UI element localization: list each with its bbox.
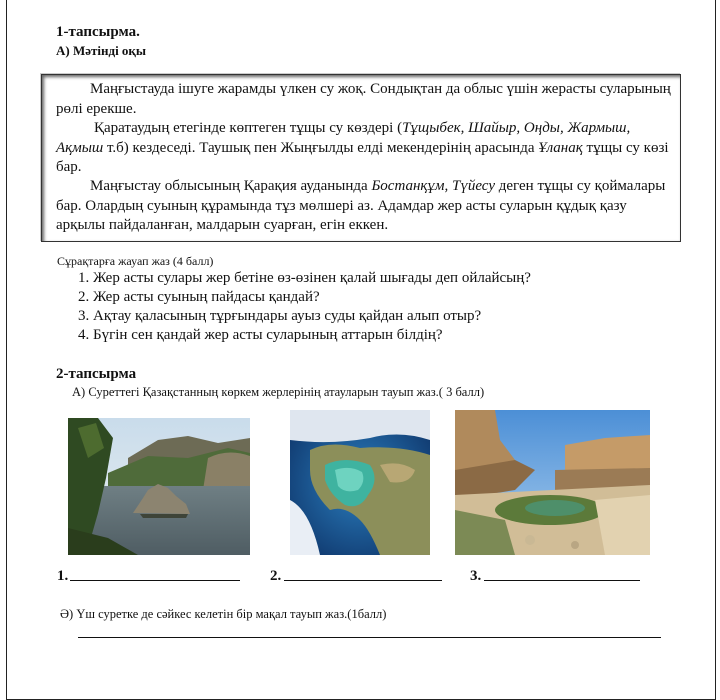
answer-label-1: 1. [57,568,69,584]
paragraph-3: Маңғыстау облысының Қарақия ауданында Бостанқұм, Түйесу деген тұщы су қоймалары бар. Олардың суының құрамында тұз мөлшері аз. Адамдар жер асты суларын құдық қазу арқылы пайдаланған, малдарын суарған, егін еккен. [56,178,666,233]
proverb-instruction: Ә) Үш суретке де сәйкес келетін бір мақал тауып жаз.(1балл) [60,607,387,621]
task2-instruction: А) Суреттегі Қазақстанның көркем жерлерінің атауларын тауып жаз.( 3 балл) [72,385,485,399]
proverb-answer-line[interactable] [78,637,661,638]
question-1: 1. Жер асты сулары жер бетіне өз-өзінен қалай шығады деп ойлайсың? [78,270,531,286]
task2-title: 2-тапсырма [56,366,137,382]
answer-label-2: 2. [270,568,282,584]
questions-title: Сұрақтарға жауап жаз (4 балл) [57,254,214,268]
paragraph-2: Қаратаудың етегінде көптеген тұщы су көздері (Тұщыбек, Шайыр, Оңды, Жармыш, Ақмыш т.б) кездеседі. Таушық пен Жыңғылды елді мекендерінің арасында Ұланақ тұщы су көзі бар. [56,120,669,175]
question-2: 2. Жер асты суының пайдасы қандай? [78,289,320,305]
reading-text-box [41,74,681,242]
lake-island-photo [68,418,250,555]
answer-label-3: 3. [470,568,482,584]
canyon-oasis-photo [455,410,650,555]
answer-line-3[interactable] [484,580,640,581]
task1-subtitle: А) Мәтінді оқы [56,43,147,58]
task1-title: 1-тапсырма. [56,24,140,40]
paragraph-1: Маңғыстауда ішуге жарамды үлкен су жоқ. Сондықтан да облыс үшін жерасты суларының рөлі ерекше. [56,81,671,117]
answer-line-1[interactable] [70,580,240,581]
question-4: 4. Бүгін сен қандай жер асты суларының аттарын білдің? [78,327,443,343]
caspian-satellite-photo [290,410,430,555]
answer-line-2[interactable] [284,580,442,581]
question-3: 3. Ақтау қаласының тұрғындары ауыз суды қайдан алып отыр? [78,308,482,324]
